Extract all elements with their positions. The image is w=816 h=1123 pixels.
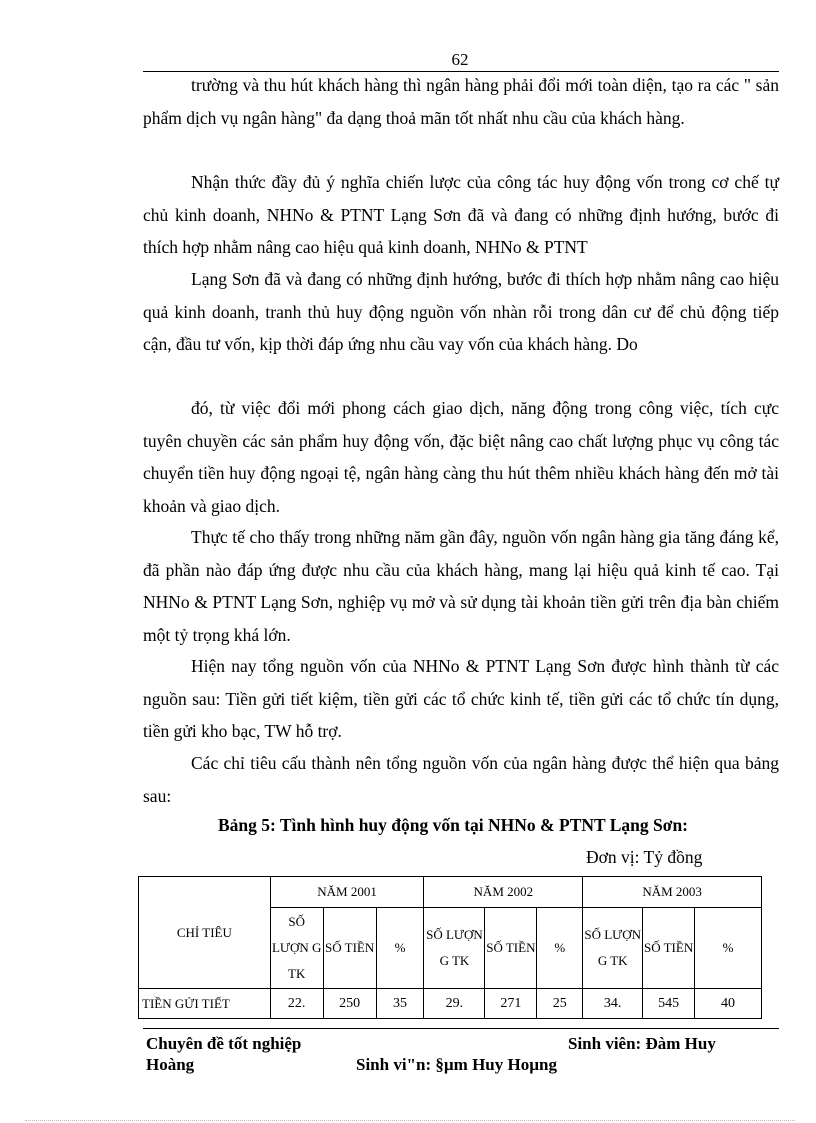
footer-garbled-student: Sinh vi"n: §µm Huy Hoµng [356,1055,557,1074]
paragraph-text: Các chỉ tiêu cấu thành nên tổng nguồn vốn của ngân hàng được thể hiện qua bảng sau: [143,753,779,806]
subheader-percent: % [376,908,424,989]
table-cell: 29. [424,989,485,1019]
table-cell: 250 [323,989,376,1019]
capital-mobilization-table [138,876,762,1019]
row-label: TIỀN GỬI TIẾT [139,989,271,1019]
subheader-amount: SỐ TIỀN [485,908,537,989]
year-header-2003: NĂM 2003 [583,877,762,908]
table-cell: 271 [485,989,537,1019]
subheader-quantity: SỐ LƯỢN G TK [270,908,323,989]
body-paragraph-7 [143,747,779,812]
table-cell: 22. [270,989,323,1019]
footer-thesis-label: Chuyên đề tốt nghiệp [146,1034,302,1053]
paragraph-text: đó, từ việc đổi mới phong cách giao dịch, năng động trong công việc, tích cực tuyên chuyền các sản phẩm huy động vốn, đặc biệt nâng cao chất lượng phục vụ công tác chuyển tiền huy động ngoại tệ, ngân hàng càng thu hút thêm nhiều khách hàng đến mở tài khoản và giao dịch. [143,398,779,516]
subheader-percent: % [537,908,583,989]
footer-student-surname: Hoàng [146,1055,195,1074]
body-paragraph-5 [143,521,779,651]
footer-rule [143,1028,779,1029]
subheader-amount: SỐ TIỀN [323,908,376,989]
subheader-quantity: SỐ LƯỢN G TK [424,908,485,989]
subheader-percent: % [695,908,762,989]
paragraph-text: Hiện nay tổng nguồn vốn của NHNo & PTNT Lạng Sơn được hình thành từ các nguồn sau: Tiền gửi tiết kiệm, tiền gửi các tổ chức kinh tế, tiền gửi các tổ chức tín dụng, tiền gửi kho bạc, TW hỗ trợ. [143,656,779,741]
table-row [139,989,762,1019]
body-paragraph-1 [143,69,779,134]
page-number: 62 [451,50,469,69]
table-cell: 40 [695,989,762,1019]
paragraph-text: Lạng Sơn đã và đang có những định hướng, bước đi thích hợp nhằm nâng cao hiệu quả kinh doanh, tranh thủ huy động nguồn vốn nhàn rỗi trong dân cư để chủ động tiếp cận, đầu tư vốn, kịp thời đáp ứng nhu cầu vay vốn của khách hàng. Do [143,269,779,354]
subheader-amount: SỐ TIỀN [643,908,695,989]
paragraph-text: Nhận thức đầy đủ ý nghĩa chiến lược của công tác huy động vốn trong cơ chế tự chủ kinh doanh, NHNo & PTNT Lạng Sơn đã và đang có những định hướng, bước đi thích hợp nhằm nâng cao hiệu quả kinh doanh, NHNo & PTNT [143,172,779,257]
body-paragraph-4 [143,392,779,522]
table-cell: 545 [643,989,695,1019]
year-header-2001: NĂM 2001 [270,877,424,908]
indicator-header: CHỈ TIÊU [139,877,271,989]
page-edge-divider [25,1120,795,1121]
paragraph-text: trường và thu hút khách hàng thì ngân hàng phải đổi mới toàn diện, tạo ra các " sản phẩm dịch vụ ngân hàng" đa dạng thoả mãn tốt nhất nhu cầu của khách hàng. [143,75,779,128]
table-cell: 25 [537,989,583,1019]
footer-student-label: Sinh viên: Đàm Huy [568,1034,716,1053]
subheader-quantity: SỐ LƯỢN G TK [583,908,643,989]
table-cell: 34. [583,989,643,1019]
table-cell: 35 [376,989,424,1019]
paragraph-text: Thực tế cho thấy trong những năm gần đây, nguồn vốn ngân hàng gia tăng đáng kể, đã phần nào đáp ứng được nhu cầu của khách hàng, mang lại hiệu quả kinh tế cao. Tại NHNo & PTNT Lạng Sơn, nghiệp vụ mở và sử dụng tài khoản tiền gửi trên địa bàn chiếm một tỷ trọng khá lớn. [143,527,779,645]
body-paragraph-3 [143,263,779,361]
body-paragraph-6 [143,650,779,748]
table-caption: Bảng 5: Tình hình huy động vốn tại NHNo & PTNT Lạng Sơn: [217,815,689,835]
body-paragraph-2 [143,166,779,264]
table-unit: Đơn vị: Tỷ đồng [586,847,703,867]
year-header-2002: NĂM 2002 [424,877,583,908]
